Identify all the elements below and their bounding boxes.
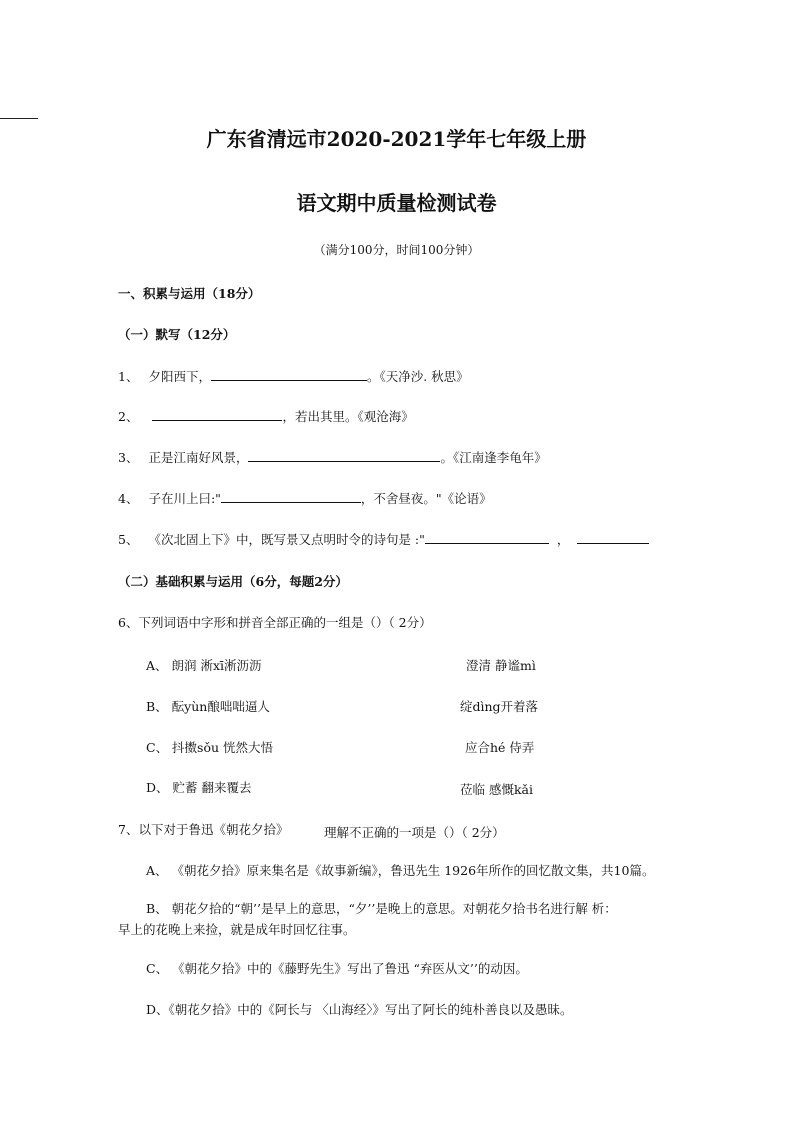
q3-number: 3、	[118, 450, 139, 465]
q2-answer-blank[interactable]	[152, 408, 282, 421]
question-3	[118, 448, 547, 466]
title-line-1: 广东省清远市2020-2021学年七年级上册	[206, 127, 587, 151]
part-1-heading: （一）默写（12分）	[118, 327, 236, 342]
question-5	[118, 530, 649, 548]
q6-option-c-left: C、 抖擞sǒu 恍然大悟	[146, 740, 274, 755]
q7-option-c: C、 《朝花夕拾》中的《藤野先生》写出了鲁迅 “弃医从文’’的动因。	[146, 961, 528, 976]
question-1	[118, 367, 469, 385]
title-line-2: 语文期中质量检测试卷	[296, 191, 497, 215]
q1-number: 1、	[118, 369, 139, 384]
q7-option-d: D、《朝花夕拾》中的《阿长与 〈山海经〉》写出了阿长的纯朴善良以及愚昧。	[146, 1002, 573, 1017]
q1-post: 。《天净沙. 秋思》	[366, 369, 469, 384]
q4-post: ，不舍昼夜。"《论语》	[360, 491, 492, 506]
question-6-stem: 6、下列词语中字形和拼音全部正确的一组是（）（ 2分）	[118, 615, 432, 630]
q1-answer-blank[interactable]	[211, 368, 367, 381]
question-2	[118, 407, 414, 425]
exam-note: （满分100分，时间100分钟）	[313, 243, 480, 257]
q6-option-c-right: 应合hé 侍弄	[465, 740, 535, 755]
q6-option-d-right: 莅临 感慨kǎi	[460, 782, 533, 797]
q5-pre: 《次北固上下》中，既写景又点明时令的诗句是 :"	[148, 532, 425, 547]
q6-option-a-left: A、 朗润 淅xī淅沥沥	[146, 658, 262, 673]
q6-option-a-right: 澄清 静谧mì	[466, 658, 536, 673]
question-4	[118, 489, 492, 507]
q6-option-d-left: D、 贮蓄 翻来覆去	[146, 780, 252, 795]
q7-option-a: A、 《朝花夕拾》原来集名是《故事新编》，鲁迅先生 1926年所作的回忆散文集，共10篇。	[146, 863, 655, 878]
q7-option-b-line2: 早上的花晚上来捡，就是成年时回忆往事。	[118, 922, 356, 937]
q3-answer-blank[interactable]	[248, 449, 440, 462]
header-rule	[0, 118, 38, 119]
q2-post: ，若出其里。《观沧海》	[282, 409, 414, 424]
q6-option-b-right: 绽dìng开着落	[460, 699, 539, 714]
q4-answer-blank[interactable]	[221, 490, 361, 503]
q3-post: 。《江南逢李龟年》	[440, 450, 547, 465]
q5-number: 5、	[118, 532, 139, 547]
q5-answer-blank-1[interactable]	[425, 531, 549, 544]
section-1-heading: 一、积累与运用（18分）	[118, 286, 261, 301]
q5-mid: ，	[556, 532, 570, 547]
q3-pre: 正是江南好风景，	[148, 450, 249, 465]
question-7-stem-a: 7、以下对于鲁迅《朝花夕拾》	[118, 822, 289, 837]
q5-answer-blank-2[interactable]	[577, 531, 649, 544]
q4-pre: 子在川上曰:"	[148, 491, 221, 506]
q7-option-b-line1: B、 朝花夕拾的“朝’’是早上的意思，“夕’’是晚上的意思。对朝花夕拾书名进行解 析：	[146, 901, 617, 916]
q4-number: 4、	[118, 491, 139, 506]
question-7-stem-b: 理解不正确的一项是（）（ 2分）	[324, 825, 505, 840]
q6-option-b-left: B、 酝yùn酿咄咄逼人	[146, 699, 270, 714]
q2-number: 2、	[118, 409, 139, 424]
q1-pre: 夕阳西下，	[148, 369, 211, 384]
part-2-heading: （二）基础积累与运用（6分，每题2分）	[118, 574, 348, 589]
